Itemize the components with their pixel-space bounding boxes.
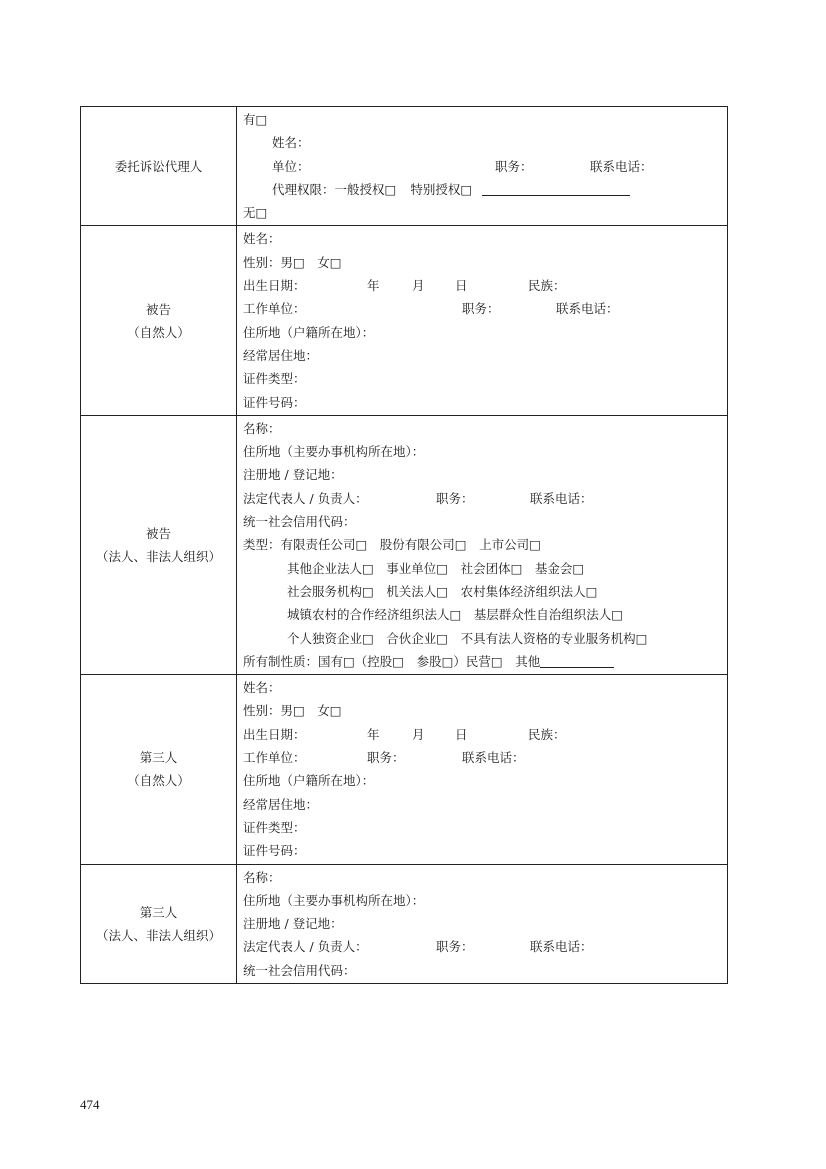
defendant-org-credit-code-field[interactable]: 统一社会信用代码： [243, 514, 356, 530]
agent-special-authority-checkbox[interactable]: 特别授权□ [410, 181, 473, 197]
defendant-person-domicile-field[interactable]: 住所地（户籍所在地）： [243, 324, 375, 340]
defendant-org-representative-field[interactable]: 法定代表人 / 负责人： [243, 490, 368, 506]
third-person-ethnicity-field[interactable]: 民族： [528, 726, 566, 742]
third-org-label: 第三人 [139, 904, 178, 920]
page-number: 474 [80, 1097, 100, 1112]
agent-authority-line [243, 178, 727, 201]
defendant-org-type-line-3[interactable]: 社会服务机构□ 机关法人□ 农村集体经济组织法人□ [287, 583, 598, 599]
defendant-org-position-field[interactable]: 职务： [436, 490, 474, 506]
defendant-org-phone-field[interactable]: 联系电话： [530, 490, 593, 506]
agent-authority-blank[interactable] [482, 181, 630, 196]
agent-label-cell [81, 107, 237, 226]
third-person-label-cell [81, 675, 237, 864]
third-person-birth-line [243, 723, 727, 746]
defendant-person-label: 被告 [145, 301, 171, 317]
defendant-person-day-label: 日 [455, 278, 468, 294]
third-person-content-cell [237, 675, 728, 864]
agent-content-cell [237, 107, 728, 226]
third-person-day-label: 日 [455, 726, 468, 742]
agent-no-checkbox[interactable]: 无□ [243, 205, 268, 221]
third-person-id-number-field[interactable]: 证件号码： [243, 843, 306, 859]
defendant-person-ethnicity-field[interactable]: 民族： [528, 278, 566, 294]
third-person-position-field[interactable]: 职务： [367, 750, 405, 766]
litigation-form-table [80, 106, 728, 984]
agent-authority-label: 代理权限： [272, 181, 335, 197]
defendant-person-work-line [243, 297, 727, 320]
third-org-name-field[interactable]: 名称： [243, 869, 281, 885]
third-person-row [81, 675, 728, 864]
defendant-person-birth-field[interactable]: 出生日期： [243, 278, 306, 294]
defendant-person-work-unit-field[interactable]: 工作单位： [243, 301, 306, 317]
agent-label: 委托诉讼代理人 [114, 158, 203, 174]
defendant-person-name-field[interactable]: 姓名： [243, 231, 281, 247]
defendant-person-id-type-field[interactable]: 证件类型： [243, 371, 306, 387]
defendant-org-ownership-other-blank[interactable] [540, 653, 614, 668]
defendant-org-label-cell [81, 415, 237, 674]
third-org-phone-field[interactable]: 联系电话： [530, 939, 593, 955]
defendant-person-position-field[interactable]: 职务： [462, 301, 500, 317]
third-org-content-cell [237, 864, 728, 983]
defendant-org-type-line-1[interactable]: 类型：有限责任公司□ 股份有限公司□ 上市公司□ [243, 537, 541, 553]
agent-unit-line [243, 155, 727, 178]
defendant-person-birth-line [243, 274, 727, 297]
defendant-person-phone-field[interactable]: 联系电话： [556, 301, 619, 317]
agent-name-field[interactable]: 姓名： [272, 135, 310, 151]
third-person-work-line [243, 746, 727, 769]
defendant-org-sublabel: （法人、非法人组织） [95, 548, 221, 564]
third-org-sublabel: （法人、非法人组织） [95, 927, 221, 943]
defendant-org-name-field[interactable]: 名称： [243, 420, 281, 436]
defendant-org-type-line-2[interactable]: 其他企业法人□ 事业单位□ 社会团体□ 基金会□ [287, 560, 585, 576]
third-person-name-field[interactable]: 姓名： [243, 680, 281, 696]
defendant-person-content-cell [237, 226, 728, 415]
third-org-representative-line [243, 935, 727, 958]
third-org-domicile-field[interactable]: 住所地（主要办事机构所在地）： [243, 892, 425, 908]
third-person-residence-field[interactable]: 经常居住地： [243, 796, 319, 812]
defendant-org-registered-field[interactable]: 注册地 / 登记地： [243, 467, 343, 483]
defendant-org-ownership-line [243, 650, 727, 673]
third-person-domicile-field[interactable]: 住所地（户籍所在地）： [243, 773, 375, 789]
defendant-person-id-number-field[interactable]: 证件号码： [243, 394, 306, 410]
third-org-representative-field[interactable]: 法定代表人 / 负责人： [243, 939, 368, 955]
agent-unit-field[interactable]: 单位： [272, 158, 310, 174]
defendant-person-row [81, 226, 728, 415]
defendant-person-month-label: 月 [412, 278, 425, 294]
third-person-month-label: 月 [412, 726, 425, 742]
defendant-org-label: 被告 [145, 525, 171, 541]
defendant-org-ownership-field[interactable]: 所有制性质：国有□（控股□ 参股□）民营□ 其他 [243, 653, 541, 669]
third-person-work-unit-field[interactable]: 工作单位： [243, 750, 306, 766]
agent-yes-checkbox[interactable]: 有□ [243, 112, 268, 127]
defendant-person-year-label: 年 [367, 278, 380, 294]
third-person-sublabel: （自然人） [127, 773, 190, 789]
third-org-position-field[interactable]: 职务： [436, 939, 474, 955]
defendant-person-gender-field[interactable]: 性别：男□ 女□ [243, 254, 342, 270]
agent-row [81, 107, 728, 226]
third-person-birth-field[interactable]: 出生日期： [243, 726, 306, 742]
third-person-year-label: 年 [367, 726, 380, 742]
third-person-label: 第三人 [139, 750, 178, 766]
defendant-person-label-cell [81, 226, 237, 415]
third-person-gender-field[interactable]: 性别：男□ 女□ [243, 703, 342, 719]
agent-phone-field[interactable]: 联系电话： [590, 158, 653, 174]
defendant-org-content-cell [237, 415, 728, 674]
third-person-phone-field[interactable]: 联系电话： [462, 750, 525, 766]
third-org-label-cell [81, 864, 237, 983]
third-org-row [81, 864, 728, 983]
third-org-registered-field[interactable]: 注册地 / 登记地： [243, 916, 343, 932]
defendant-org-type-line-5[interactable]: 个人独资企业□ 合伙企业□ 不具有法人资格的专业服务机构□ [287, 630, 648, 646]
third-person-id-type-field[interactable]: 证件类型： [243, 819, 306, 835]
third-org-credit-code-field[interactable]: 统一社会信用代码： [243, 962, 356, 978]
agent-position-field[interactable]: 职务： [495, 158, 533, 174]
defendant-person-residence-field[interactable]: 经常居住地： [243, 347, 319, 363]
agent-general-authority-checkbox[interactable]: 一般授权□ [334, 181, 397, 197]
defendant-org-domicile-field[interactable]: 住所地（主要办事机构所在地）： [243, 444, 425, 460]
defendant-org-representative-line [243, 487, 727, 510]
defendant-org-type-line-4[interactable]: 城镇农村的合作经济组织法人□ 基层群众性自治组织法人□ [287, 607, 624, 623]
defendant-person-sublabel: （自然人） [127, 324, 190, 340]
defendant-org-row [81, 415, 728, 674]
